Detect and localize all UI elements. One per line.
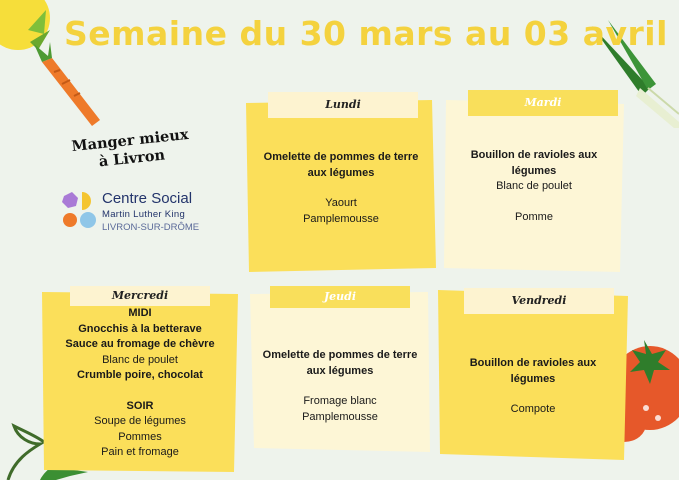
logo-name: Centre Social: [102, 190, 193, 207]
card-vendredi: [438, 290, 628, 460]
mercredi-soir-heading: SOIR: [126, 399, 154, 412]
mercredi-midi-item: Sauce au fromage de chèvre: [65, 338, 215, 350]
card-lundi: [246, 100, 436, 272]
mercredi-midi-item: Crumble poire, chocolat: [77, 369, 203, 381]
jeudi-main-dish: Omelette de pommes de terre aux légumes: [262, 349, 418, 377]
day-label-vendredi: Vendredi: [464, 288, 614, 314]
logo-subtitle: Martin Luther King: [102, 209, 186, 220]
card-jeudi: [250, 292, 430, 452]
card-mardi: [444, 96, 624, 272]
jeudi-item-1: Fromage blanc: [303, 395, 377, 407]
mardi-main-dish: Bouillon de ravioles aux légumes: [470, 149, 598, 177]
lundi-item-2: Pamplemousse: [303, 212, 379, 225]
day-label-mardi: Mardi: [468, 90, 618, 116]
day-label-mercredi: Mercredi: [70, 286, 210, 306]
mardi-item-1: Blanc de poulet: [496, 180, 572, 192]
centre-social-logo: [58, 190, 218, 238]
mercredi-midi-item: Blanc de poulet: [102, 353, 178, 366]
lundi-main-dish: Omelette de pommes de terre aux légumes: [263, 151, 419, 179]
mercredi-soir-item: Pain et fromage: [101, 446, 179, 458]
jeudi-item-2: Pamplemousse: [302, 410, 378, 423]
mercredi-soir-item: Soupe de légumes: [94, 415, 186, 427]
mardi-item-2: Pomme: [515, 210, 553, 223]
day-label-jeudi: Jeudi: [270, 286, 410, 308]
logo-location: LIVRON-SUR-DRÔME: [102, 222, 200, 233]
lundi-item-1: Yaourt: [325, 197, 357, 209]
day-label-lundi: Lundi: [268, 92, 418, 118]
mercredi-midi-heading: MIDI: [128, 307, 152, 319]
page-title: Semaine du 30 mars au 03 avril: [64, 14, 668, 53]
tagline: Manger mieux à Livron: [70, 125, 190, 171]
vendredi-main-dish: Bouillon de ravioles aux légumes: [469, 357, 597, 385]
vendredi-item-1: Compote: [510, 403, 556, 415]
mercredi-midi-item: Gnocchis à la betterave: [78, 322, 202, 335]
card-mercredi: [42, 289, 238, 472]
logo-mark-icon: [58, 190, 98, 234]
carrot-icon: [30, 40, 110, 130]
mercredi-soir-item: Pommes: [118, 430, 162, 443]
